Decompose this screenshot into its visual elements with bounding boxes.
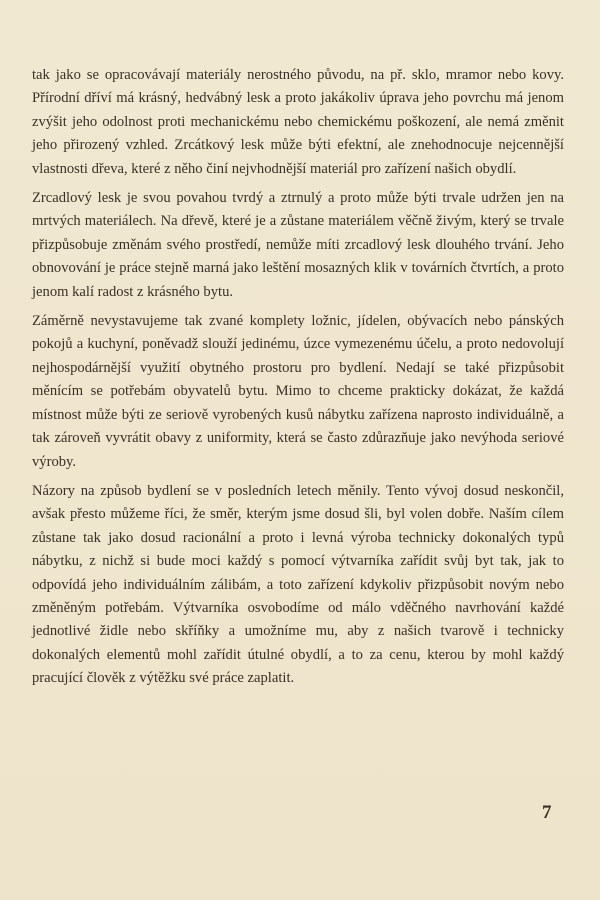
paragraph-1: tak jako se opracovávají materiály nerostného původu, na př. sklo, mramor nebo kovy. Přírodní dříví má krásný, hedvábný lesk a proto jakákoliv úprava jeho povrchu má jenom zvýšit jeho odolnost proti mechanickému nebo chemickému poškození, ale nemá změnit jeho přirozený vzhled. Zrcátkový lesk může býti efektní, ale znehodnocuje nejcennější vlastnosti dřeva, které z něho činí nejvhodnější materiál pro zařízení našich obydlí. bbox=[32, 67, 564, 177]
paragraph-4: Názory na způsob bydlení se v posledních letech měnily. Tento vývoj dosud neskončil, avšak přesto můžeme říci, že směr, kterým jsme dosud šli, byl volen dobře. Naším cílem zůstane tak jako dosud racionální a proto i levná výroba technicky dokonalých typů nábytku, z nichž si bude moci každý s pomocí výtvarníka zařídit svůj byt tak, jak to odpovídá jeho individuálním zálibám, a toto zařízení kdykoliv přizpůsobit novým nebo změněným potřebám. Výtvarníka osvobodíme od málo vděčného navrhování každé jednotlivé židle nebo skříňky a umožníme mu, aby z našich tvarově i technicky dokonalých elementů mohl zařídit útulné obydlí, a to za cenu, kterou by mohl každý pracující člověk z výtěžku své práce zaplatit. bbox=[32, 482, 564, 687]
paragraph-3: Záměrně nevystavujeme tak zvané komplety ložnic, jídelen, obývacích nebo pánských pokojů a kuchyní, poněvadž slouží jedinému, úzce vymezenému účelu, a proto nedovolují nejhospodárnější využití obytného prostoru pro bydlení. Nedají se také přizpůsobit měnícím se potřebám obyvatelů bytu. Mimo to chceme prakticky dokázat, že každá místnost může býti ze seriově vyrobených kusů nábytku zařízena naprosto individuálně, a tak zároveň vyvrátit obavy z uniformity, která se často zdůrazňuje jako nevýhoda seriové výroby. bbox=[32, 313, 564, 470]
paragraph-2: Zrcadlový lesk je svou povahou tvrdý a ztrnulý a proto může býti trvale udržen jen na mrtvých materiálech. Na dřevě, které je a zůstane materiálem věčně živým, který se trvale přizpůsobuje změnám svého prostředí, nemůže míti zrcadlový lesk dlouhého trvání. Jeho obnovování je práce stejně marná jako leštění mosazných klik v továrních čtvrtích, a proto jenom kalí radost z krásného bytu. bbox=[32, 190, 564, 300]
page-number: 7 bbox=[542, 802, 552, 823]
body-text bbox=[32, 64, 564, 697]
